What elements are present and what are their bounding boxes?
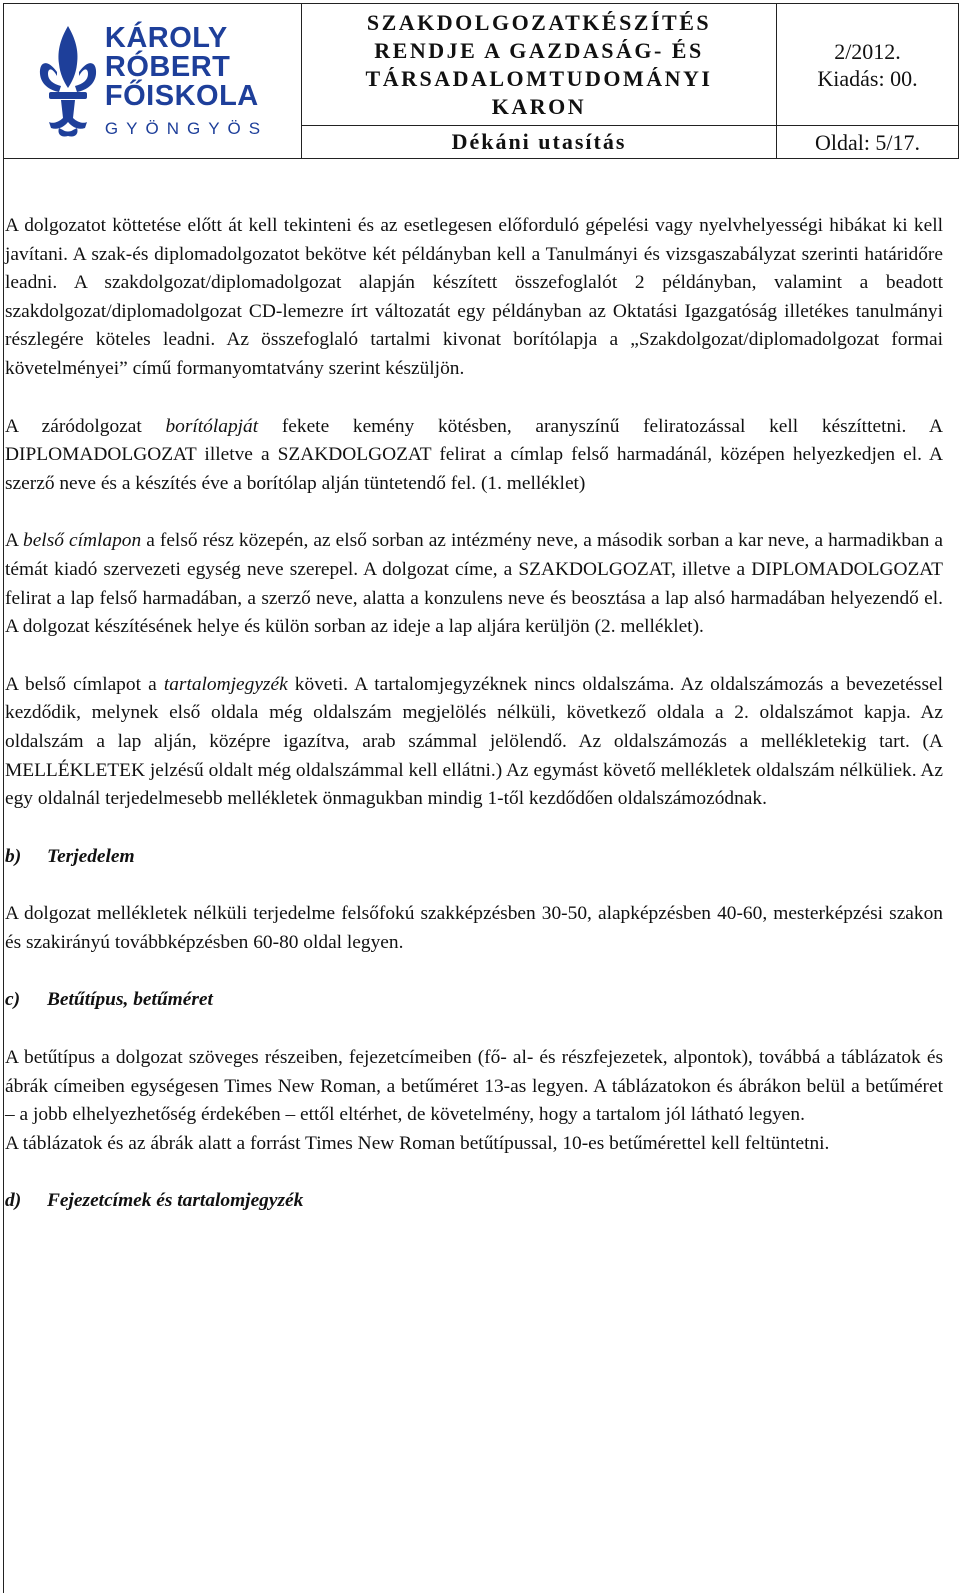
title-line: KARON — [491, 93, 587, 119]
heading-label: c) — [5, 989, 21, 1011]
logo-line-4: GYÖNGYÖS — [104, 118, 269, 138]
heading-title: Betűtípus, betűméret — [47, 989, 213, 1011]
subtitle-cell — [302, 126, 777, 159]
emphasis-inner-title: belső címlapon — [23, 530, 142, 552]
paragraph-contents: A belső címlapot a tartalomjegyzék követi. A tartalomjegyzéknek nincs oldalszáma. Az oldalszámozás a bevezetéssel kezdődik, melynek első oldala még oldalszám megjelölés nélküli, következő oldala a 2. oldalszámot kapja. Az oldalszám a lap alján, középre igazítva, arab számmal jelölendő. Az oldalszámozás a mellékletekig tart. (A MELLÉKLETEK jelzésű oldalt még oldalszámmal kell ellátni.) Az egymást követő mellékletek oldalszám nélküliek. Az egy oldalnál terjedelmesebb mellékletek önmagukban mindig 1-től kezdődően oldalszámozódnak. — [5, 673, 943, 810]
meta-cell — [777, 4, 959, 126]
heading-label: b) — [5, 845, 22, 867]
paragraph-binding: A dolgozatot köttetése előtt át kell tekinteni és az esetlegesen előforduló gépelési vagy nyelvhelyességi hibákat ki kell javítani. A szak-és diplomadolgozatot bekötve két példányban kell a Tanulmányi és vizsgaszabályzat szerinti határidőre leadni. A szakdolgozat/diplomadolgozat alapján készített összefoglalót 2 példányban, valamint a beadott szakdolgozat/diplomadolgozat CD-lemezre írt változatát egy példányban az Oktatási Igazgatóság illetékes tanulmányi részlegére köteles leadni. Az összefoglaló tartalmi kivonat borítólapja a „Szakdolgozat/diplomadolgozat formai követelményei” című formanyomtatvány szerint készüljön. — [5, 215, 943, 379]
document-body — [5, 212, 943, 1216]
logo-line-3: FŐISKOLA — [104, 79, 259, 112]
document-subtitle: Dékáni utasítás — [451, 129, 627, 154]
edition-label: Kiadás: 00. — [817, 65, 918, 91]
page-number: Oldal: 5/17. — [814, 129, 921, 155]
document-number: 2/2012. — [834, 38, 901, 64]
title-line: TÁRSADALOMTUDOMÁNYI — [365, 65, 713, 91]
title-cell — [302, 4, 777, 126]
fleur-de-lis-icon — [37, 22, 99, 140]
section-heading-c — [5, 986, 943, 1015]
document-header — [3, 3, 959, 159]
logo-line-2: RÓBERT — [104, 50, 231, 83]
page-cell — [777, 126, 959, 159]
title-line: RENDJE A GAZDASÁG- ÉS — [374, 37, 704, 63]
logo-line-1: KÁROLY — [104, 21, 228, 54]
logo-cell — [4, 4, 302, 159]
institution-logo — [4, 4, 301, 158]
paragraph-length: A dolgozat mellékletek nélküli terjedelme felsőfokú szakképzésben 30-50, alapképzésben 40-60, mesterképzési szakon és szakirányú továbbképzésben 60-80 oldal legyen. — [5, 903, 943, 953]
section-heading-d — [5, 1187, 943, 1216]
emphasis-contents: tartalomjegyzék — [163, 673, 288, 695]
emphasis-cover: borítólapját — [165, 415, 259, 437]
section-heading-b — [5, 843, 943, 872]
paragraph-cover: A záródolgozat borítólapját fekete kemény kötésben, aranyszínű feliratozással kell készíttetni. A DIPLOMADOLGOZAT illetve a SZAKDOLGOZAT felirat a címlap felső harmadánál, középen helyezkedjen el. A szerző neve és a készítés éve a borítólap alján tüntetendő fel. (1. melléklet) — [5, 415, 944, 494]
heading-label: d) — [5, 1190, 22, 1212]
logo-wordmark — [104, 21, 269, 139]
paragraph-source: A táblázatok és az ábrák alatt a forrást Times New Roman betűtípussal, 10-es betűmérettel kell feltüntetni. — [5, 1132, 830, 1154]
paragraph-inner-title: A belső címlapon a felső rész közepén, az első sorban az intézmény neve, a második sorban a kar neve, a harmadikban a témát kiadó szervezeti egység neve szerepel. A dolgozat címe, a SZAKDOLGOZAT, illetve a DIPLOMADOLGOZAT felirat a lap felső harmadában, a szerző neve, alatta a konzulens neve és beosztása a lap alsó harmadában helyezendő el. A dolgozat készítésének helye és külön sorban az ideje a lap aljára kerüljön (2. melléklet). — [5, 530, 944, 638]
document-title — [302, 9, 776, 121]
heading-title: Terjedelem — [47, 845, 135, 867]
heading-title: Fejezetcímek és tartalomjegyzék — [47, 1190, 304, 1212]
paragraph-font: A betűtípus a dolgozat szöveges részeiben, fejezetcímeiben (fő- al- és részfejezetek, alpontok), továbbá a táblázatok és ábrák címeiben egységesen Times New Roman, a betűméret 13-as legyen. A táblázatokon és ábrákon belül a betűméret – a jobb elhelyezhetőség érdekében – ettől eltérhet, de követelmény, hogy a tartalom jól látható legyen. — [5, 1047, 943, 1126]
title-line: SZAKDOLGOZATKÉSZÍTÉS — [366, 9, 712, 35]
